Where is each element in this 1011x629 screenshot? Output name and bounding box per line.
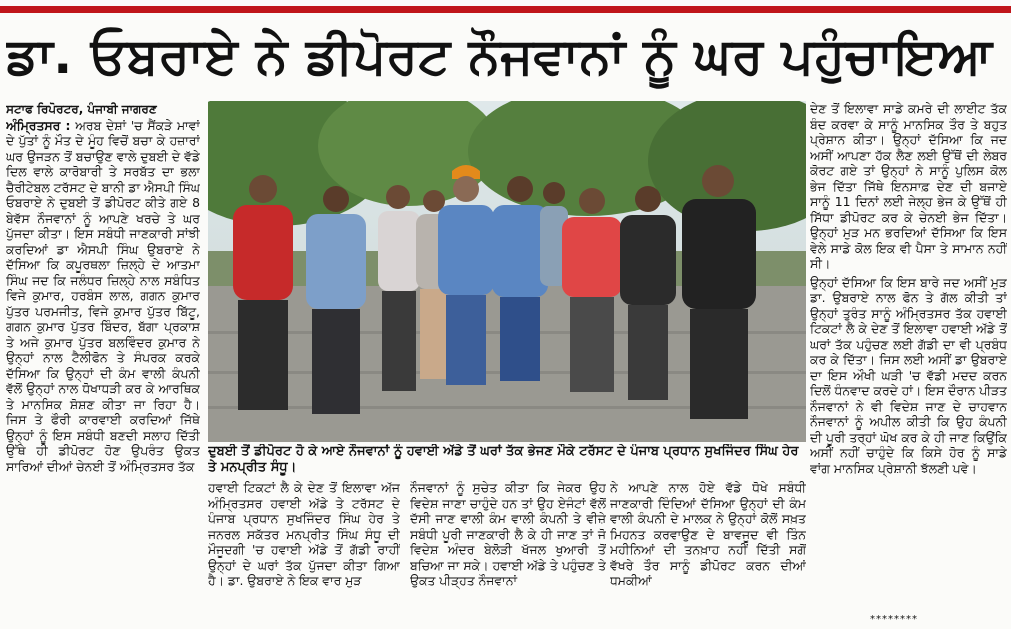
article-column-2 [208,480,400,620]
group-photo-illustration [208,101,806,442]
headline: ਡਾ. ਓਬਰਾਏ ਨੇ ਡੀਪੋਰਟ ਨੌਜਵਾਨਾਂ ਨੂੰ ਘਰ ਪਹੁੰਚਾਇਆ [6,27,993,85]
top-accent-bar [0,6,1011,13]
article-column-6 [810,101,1007,601]
column-6-text-a: ਦੇਣ ਤੋਂ ਇਲਾਵਾ ਸਾਡੇ ਕਮਰੇ ਦੀ ਲਾਈਟ ਤੱਕ ਬੰਦ ਕਰਵਾ ਕੇ ਸਾਨੂੰ ਮਾਨਸਿਕ ਤੌਰ ਤੇ ਬਹੁਤ ਪ੍ਰੇਸ਼ਾਨ ਕੀਤਾ। ਉਨ੍ਹਾਂ ਦੱਸਿਆ ਕਿ ਜਦ ਅਸੀਂ ਆਪਣਾ ਹੱਕ ਲੈਣ ਲਈ ਉੱਥੋਂ ਦੀ ਲੇਬਰ ਕੋਰਟ ਗਏ ਤਾਂ ਉਨ੍ਹਾਂ ਨੇ ਸਾਨੂੰ ਪੁਲਿਸ ਕੋਲ ਭੇਜ ਦਿੱਤਾ ਜਿੱਥੇ ਇਨਸਾਫ਼ ਦੇਣ ਦੀ ਬਜਾਏ ਸਾਨੂੰ 11 ਦਿਨਾਂ ਲਈ ਜੇਲ੍ਹ ਭੇਜ ਕੇ ਉੱਥੋਂ ਹੀ ਸਿੱਧਾ ਡੀਪੋਰਟ ਕਰ ਕੇ ਚੇਨਈ ਭੇਜ ਦਿੱਤਾ। ਉਨ੍ਹਾਂ ਮੁੜ ਮਨ ਭਰਦਿਆਂ ਦੱਸਿਆ ਕਿ ਇਸ ਵੇਲੇ ਸਾਡੇ ਕੋਲ ਇਕ ਵੀ ਪੈਸਾ ਤੇ ਸਾਮਾਨ ਨਹੀਂ ਸੀ। [810,101,1007,271]
article-column-3 [410,480,606,620]
article-column-1 [6,101,200,601]
column-1-text: ਅਰਬ ਦੇਸ਼ਾਂ 'ਚ ਸੈਂਕੜੇ ਮਾਵਾਂ ਦੇ ਪੁੱਤਾਂ ਨੂੰ ਮੌਤ ਦੇ ਮੂੰਹ ਵਿਚੋਂ ਬਚਾ ਕੇ ਹਜ਼ਾਰਾਂ ਘਰ ਉਜੜਨ ਤੋਂ ਬਚਾਉਣ ਵਾਲੇ ਦੁਬਈ ਦੇ ਵੱਡੇ ਦਿਲ ਵਾਲੇ ਕਾਰੋਬਾਰੀ ਤੇ ਸਰਬੱਤ ਦਾ ਭਲਾ ਚੈਰੀਟੇਬਲ ਟਰੱਸਟ ਦੇ ਬਾਨੀ ਡਾ ਐਸਪੀ ਸਿੰਘ ਓਬਰਾਏ ਨੇ ਦੁਬਈ ਤੋਂ ਡੀਪੋਰਟ ਕੀਤੇ ਗਏ 8 ਬੇਵੱਸ ਨੌਜਵਾਨਾਂ ਨੂੰ ਆਪਣੇ ਖਰਚੇ ਤੇ ਘਰ ਪੁੱਜਦਾ ਕੀਤਾ। ਇਸ ਸਬੰਧੀ ਜਾਣਕਾਰੀ ਸਾਂਝੀ ਕਰਦਿਆਂ ਡਾ ਐਸਪੀ ਸਿੰਘ ਉਬਰਾਏ ਨੇ ਦੱਸਿਆ ਕਿ ਕਪੂਰਥਲਾ ਜ਼ਿਲ੍ਹੇ ਦੇ ਆਤਮਾ ਸਿੰਘ ਜਦ ਕਿ ਜਲੰਧਰ ਜ਼ਿਲ੍ਹੇ ਨਾਲ ਸਬੰਧਿਤ ਵਿਜੇ ਕੁਮਾਰ, ਹਰਬੰਸ ਲਾਲ, ਗਗਨ ਕੁਮਾਰ ਪੁੱਤਰ ਪਰਮਜੀਤ, ਵਿਜੇ ਕੁਮਾਰ ਪੁੱਤਰ ਬਿੱਟੂ, ਗਗਨ ਕੁਮਾਰ ਪੁੱਤਰ ਬਿੰਦਰ, ਬੱਗਾ ਪ੍ਰਕਾਸ਼ ਤੇ ਅਜੇ ਕੁਮਾਰ ਪੁੱਤਰ ਬਲਵਿੰਦਰ ਕੁਮਾਰ ਨੇ ਉਨ੍ਹਾਂ ਨਾਲ ਟੈਲੀਫੋਨ ਤੇ ਸੰਪਰਕ ਕਰਕੇ ਦੱਸਿਆ ਕਿ ਉਨ੍ਹਾਂ ਦੀ ਕੰਮ ਵਾਲੀ ਕੰਪਨੀ ਵੱਲੋਂ ਉਨ੍ਹਾਂ ਨਾਲ ਧੋਖਾਧੜੀ ਕਰ ਕੇ ਆਰਥਿਕ ਤੇ ਮਾਨਸਿਕ ਸ਼ੋਸ਼ਣ ਕੀਤਾ ਜਾ ਰਿਹਾ ਹੈ। ਜਿਸ ਤੇ ਫੌਰੀ ਕਾਰਵਾਈ ਕਰਦਿਆਂ ਜਿੱਥੇ ਉਨ੍ਹਾਂ ਨੂੰ ਇਸ ਸਬੰਧੀ ਬਣਦੀ ਸਲਾਹ ਦਿੱਤੀ ਉੱਥੇ ਹੀ ਡੀਪੋਰਟ ਹੋਣ ਉਪਰੰਤ ਉਕਤ ਸਾਰਿਆਂ ਦੀਆਂ ਚੇਨਈ ਤੋਂ ਅੰਮ੍ਰਿਤਸਰ ਤੱਕ [6,117,200,474]
byline: ਸਟਾਫ ਰਿਪੋਰਟਰ, ਪੰਜਾਬੀ ਜਾਗਰਣ [6,102,157,116]
column-3-text: ਨੌਜਵਾਨਾਂ ਨੂੰ ਸੁਚੇਤ ਕੀਤਾ ਕਿ ਜੇਕਰ ਉਹ ਵਿਦੇਸ਼ ਜਾਣਾ ਚਾਹੁੰਦੇ ਹਨ ਤਾਂ ਉਹ ਏਜੰਟਾਂ ਵੱਲੋਂ ਦੱਸੀ ਜਾਣ ਵਾਲੀ ਕੰਮ ਵਾਲੀ ਕੰਪਨੀ ਤੇ ਵੀਜ਼ੇ ਸਬੰਧੀ ਪੂਰੀ ਜਾਣਕਾਰੀ ਲੈ ਕੇ ਹੀ ਜਾਣ ਤਾਂ ਜੋ ਵਿਦੇਸ਼ ਅੰਦਰ ਬੇਲੋੜੀ ਖੱਜਲ ਖੁਆਰੀ ਤੋਂ ਬਚਿਆ ਜਾ ਸਕੇ। ਹਵਾਈ ਅੱਡੇ ਤੇ ਪਹੁੰਚਣ ਤੇ ਉਕਤ ਪੀੜ੍ਹਤ ਨੌਜਵਾਨਾਂ [410,480,606,588]
column-2-text: ਹਵਾਈ ਟਿਕਟਾਂ ਲੈ ਕੇ ਦੇਣ ਤੋਂ ਇਲਾਵਾ ਅੱਜ ਅੰਮ੍ਰਿਤਸਰ ਹਵਾਈ ਅੱਡੇ ਤੇ ਟਰੱਸਟ ਦੇ ਪੰਜਾਬ ਪ੍ਰਧਾਨ ਸੁਖਜਿੰਦਰ ਸਿੰਘ ਹੇਰ ਤੇ ਜਨਰਲ ਸਕੱਤਰ ਮਨਪ੍ਰੀਤ ਸਿੰਘ ਸੰਧੂ ਦੀ ਮੌਜੂਦਗੀ 'ਚ ਹਵਾਈ ਅੱਡੇ ਤੋਂ ਗੱਡੀ ਰਾਹੀਂ ਉਨ੍ਹਾਂ ਦੇ ਘਰਾਂ ਤੱਕ ਪੁੱਜਦਾ ਕੀਤਾ ਗਿਆ ਹੈ। ਡਾ. ਉਬਰਾਏ ਨੇ ਇਕ ਵਾਰ ਮੁੜ [208,480,400,588]
column-6-text-b: ਉਨ੍ਹਾਂ ਦੱਸਿਆ ਕਿ ਇਸ ਬਾਰੇ ਜਦ ਅਸੀਂ ਮੁੜ ਡਾ. ਉਬਰਾਏ ਨਾਲ ਫੋਨ ਤੇ ਗੱਲ ਕੀਤੀ ਤਾਂ ਉਨ੍ਹਾਂ ਤੁਰੰਤ ਸਾਨੂੰ ਅੰਮ੍ਰਿਤਸਰ ਤੱਕ ਹਵਾਈ ਟਿਕਟਾਂ ਲੈ ਕੇ ਦੇਣ ਤੋਂ ਇਲਾਵਾ ਹਵਾਈ ਅੱਡੇ ਤੋਂ ਘਰਾਂ ਤੱਕ ਪਹੁੰਚਣ ਲਈ ਗੱਡੀ ਦਾ ਵੀ ਪ੍ਰਬੰਧ ਕਰ ਕੇ ਦਿੱਤਾ। ਜਿਸ ਲਈ ਅਸੀਂ ਡਾ ਉਬਰਾਏ ਦਾ ਇਸ ਔਖੀ ਘੜੀ 'ਚ ਵੱਡੀ ਮਦਦ ਕਰਨ ਦਿਲੋਂ ਧੰਨਵਾਦ ਕਰਦੇ ਹਾਂ। ਇਸ ਦੌਰਾਨ ਪੀੜਤ ਨੌਜਵਾਨਾਂ ਨੇ ਵੀ ਵਿਦੇਸ਼ ਜਾਣ ਦੇ ਚਾਹਵਾਨ ਨੌਜਵਾਨਾਂ ਨੂੰ ਅਪੀਲ ਕੀਤੀ ਕਿ ਉਹ ਕੰਪਨੀ ਦੀ ਪੂਰੀ ਤਰ੍ਹਾਂ ਘੋਖ ਕਰ ਕੇ ਹੀ ਜਾਣ ਕਿਉਂਕਿ ਅਸੀਂ ਨਹੀਂ ਚਾਹੁੰਦੇ ਕਿ ਕਿਸੇ ਹੋਰ ਨੂੰ ਸਾਡੇ ਵਾਂਗ ਮਾਨਸਿਕ ਪ੍ਰੇਸ਼ਾਨੀ ਝੱਲਣੀ ਪਵੇ। [810,274,1007,476]
column-4-text: ਨੇ ਆਪਣੇ ਨਾਲ ਹੋਏ ਵੱਡੇ ਧੋਖੇ ਸਬੰਧੀ ਜਾਣਕਾਰੀ ਦਿੰਦਿਆਂ ਦੱਸਿਆ ਉਨ੍ਹਾਂ ਦੀ ਕੰਮ ਵਾਲੀ ਕੰਪਨੀ ਦੇ ਮਾਲਕ ਨੇ ਉਨ੍ਹਾਂ ਕੋਲੋਂ ਸਖ਼ਤ ਮਿਹਨਤ ਕਰਵਾਉਣ ਦੇ ਬਾਵਜੂਦ ਵੀ ਤਿੰਨ ਮਹੀਨਿਆਂ ਦੀ ਤਨਖ਼ਾਹ ਨਹੀਂ ਦਿੱਤੀ ਸਗੋਂ ਵੱਖਰੇ ਤੌਰ ਸਾਨੂੰ ਡੀਪੋਰਟ ਕਰਨ ਦੀਆਂ ਧਮਕੀਆਂ [610,480,806,588]
end-mark: ******** [870,614,918,625]
news-photo [208,101,806,442]
article-column-4 [610,480,806,620]
dateline: ਅੰਮ੍ਰਿਤਸਰ : [6,117,71,133]
photo-caption: ਦੁਬਈ ਤੋਂ ਡੀਪੋਰਟ ਹੋ ਕੇ ਆਏ ਨੌਜਵਾਨਾਂ ਨੂੰ ਹਵਾਈ ਅੱਡੇ ਤੋਂ ਘਰਾਂ ਤੱਕ ਭੇਜਣ ਮੌਕੇ ਟਰੱਸਟ ਦੇ ਪੰਜਾਬ ਪ੍ਰਧਾਨ ਸੁਖਜਿੰਦਰ ਸਿੰਘ ਹੇਰ ਤੇ ਮਨਪ੍ਰੀਤ ਸੰਧੂ। [208,444,799,475]
